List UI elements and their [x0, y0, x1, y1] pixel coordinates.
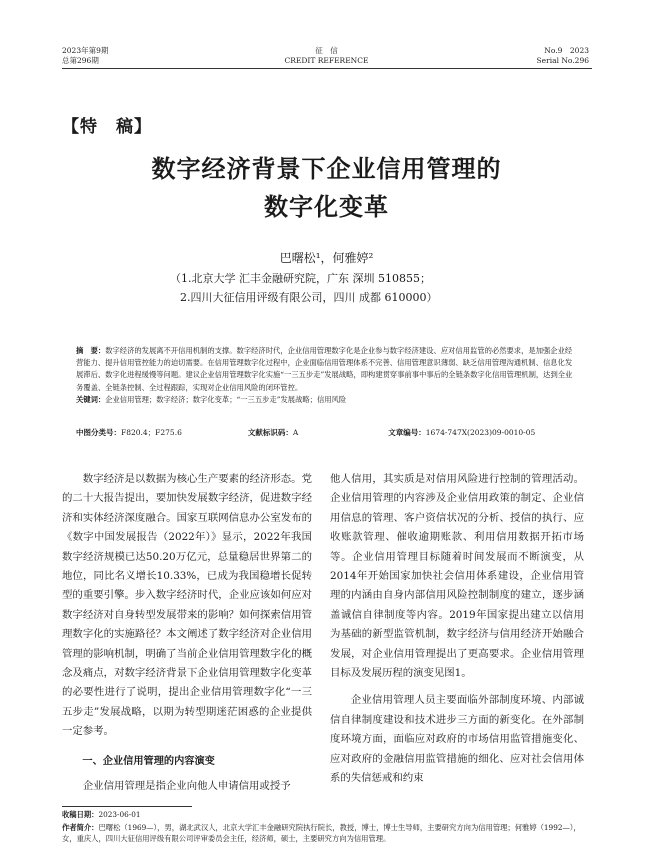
keywords-text: 企业信用管理；数字经济；数字化变革；“一三五步走”发展战略；信用风险 — [105, 394, 347, 404]
affiliation-1: （1.北京大学 汇丰金融研究院，广东 深圳 510855； — [170, 272, 431, 285]
body-paragraph: 他人信用，其实质是对信用风险进行控制的管理活动。企业信用管理的内容涉及企业信用政策的制定、企业信用信息的管理、客户资信状况的分析、授信的执行、应收账款管理、催收逾期账款、利用信用数据开拓市场等。企业信用管理目标随着时间发展而不断演变，从2014年开始国家加快社会信用体系建设，企业信用管理的内涵由自身内部信用风险控制制度的建立，逐步涵盖诚信自律制度等内容。2019年国家提出建立以信用为基础的新型监管机制，数字经济与信用经济开始融合发展，对企业信用管理提出了更高要求。企业信用管理目标及发展历程的演变见图1。 — [330, 473, 584, 680]
body-paragraph: 企业信用管理是指企业向他人申请信用或授予 — [82, 780, 291, 793]
clc-value: F820.4；F275.6 — [121, 428, 182, 437]
article-title-line1: 数字经济背景下企业信用管理的 — [151, 155, 502, 183]
received-value: 2023-06-01 — [98, 810, 141, 819]
journal-name: 征 信 — [315, 46, 338, 55]
author-bio-label: 作者简介： — [62, 823, 99, 832]
article-title-line2: 数字化变革 — [264, 193, 389, 221]
body-column-right — [330, 470, 584, 789]
doc-code-value: A — [292, 428, 299, 437]
serial-number-en: Serial No.296 — [536, 56, 589, 65]
journal-name-en: CREDIT REFERENCE — [284, 56, 369, 65]
authors: 巴曙松¹，何雅婷² — [279, 251, 374, 265]
section-heading: 一、企业信用管理的内容演变 — [82, 755, 215, 767]
section-tag: 【特 稿】 — [62, 117, 152, 137]
abstract — [76, 345, 576, 406]
footnote-rule — [62, 806, 192, 807]
clc-label: 中图分类号： — [76, 428, 121, 437]
received-label: 收稿日期： — [62, 810, 99, 819]
classification-row — [76, 427, 576, 438]
author-bio-text: 巴曙松（1969—），男，湖北武汉人，北京大学汇丰金融研究院执行院长，教授，博士，博士生导师，主要研究方向为信用管理；何雅婷（1992—），女，重庆人，四川大征信用评级有限公司评审委员会主任，经济师，硕士，主要研究方向为信用管理。 — [62, 823, 581, 843]
body-paragraph: 数字经济是以数据为核心生产要素的经济形态。党的二十大报告提出，要加快发展数字经济，促进数字经济和实体经济深度融合。国家互联网信息办公室发布的《数字中国发展报告（2022年）》显示，2022年我国数字经济规模已达50.20万亿元，总量稳居世界第二的地位，同比名义增长10.33%，已成为我国稳增长促转型的重要引擎。步入数字经济时代，企业应该如何应对数字经济对自身转型发展带来的影响？如何探索信用管理数字化的实施路径？本文阐述了数字经济对企业信用管理的影响机制，明确了当前企业信用管理数字化的概念及痛点，对数字经济背景下企业信用管理数字化变革的必要性进行了说明，提出企业信用管理数字化“一三五步走”发展战略，以期为转型期迷茫困惑的企业提供一定参考。 — [62, 473, 312, 738]
body-paragraph: 企业信用管理人员主要面临外部制度环境、内部诚信自律制度建设和技术进步三方面的新变化。在外部制度环境方面，面临应对政府的市场信用监管措施变化、应对政府的金融信用监管措施的细化、应对社会信用体系的失信惩戒和约束 — [330, 694, 584, 785]
body-column-left — [62, 470, 312, 797]
article-no-value: 1674-747X(2023)09-0010-05 — [425, 428, 536, 437]
running-header-right — [537, 46, 589, 66]
author-bio — [62, 822, 592, 844]
issue-year-number: 2023年第9期 — [62, 46, 109, 55]
issue-serial: 总第296期 — [62, 56, 99, 65]
keywords-label: 关键词： — [76, 394, 106, 404]
abstract-text: 数字经济的发展离不开信用机制的支撑。数字经济时代，企业信用管理数字化是企业参与数字经济建设、应对信用监管的必然要求，是加强企业经营能力、提升信用管控能力的迫切需要。在信用管理数字化过程中，企业面临信用管理体系不完善、信用管理意识薄弱、缺乏信用管理沟通机制、信息化发展滞后、数字化进程缓慢等问题。建议企业信用管理数字化实施“一三五步走”发展战略，即构建贯穿事前事中事后的全链条数字化信用管理机制，达到全业务覆盖、全链条控制、全过程跟踪，实现对企业信用风险的闭环管控。 — [76, 346, 573, 392]
article-no-label: 文章编号： — [388, 428, 426, 437]
doc-code-label: 文献标识码： — [247, 428, 293, 437]
affiliation-2: 2.四川大征信用评级有限公司，四川 成都 610000） — [180, 291, 438, 304]
header-rule — [62, 68, 592, 69]
received-date — [62, 809, 592, 820]
issue-number-en: No.9 2023 — [544, 46, 589, 55]
abstract-label: 摘 要： — [76, 346, 106, 355]
